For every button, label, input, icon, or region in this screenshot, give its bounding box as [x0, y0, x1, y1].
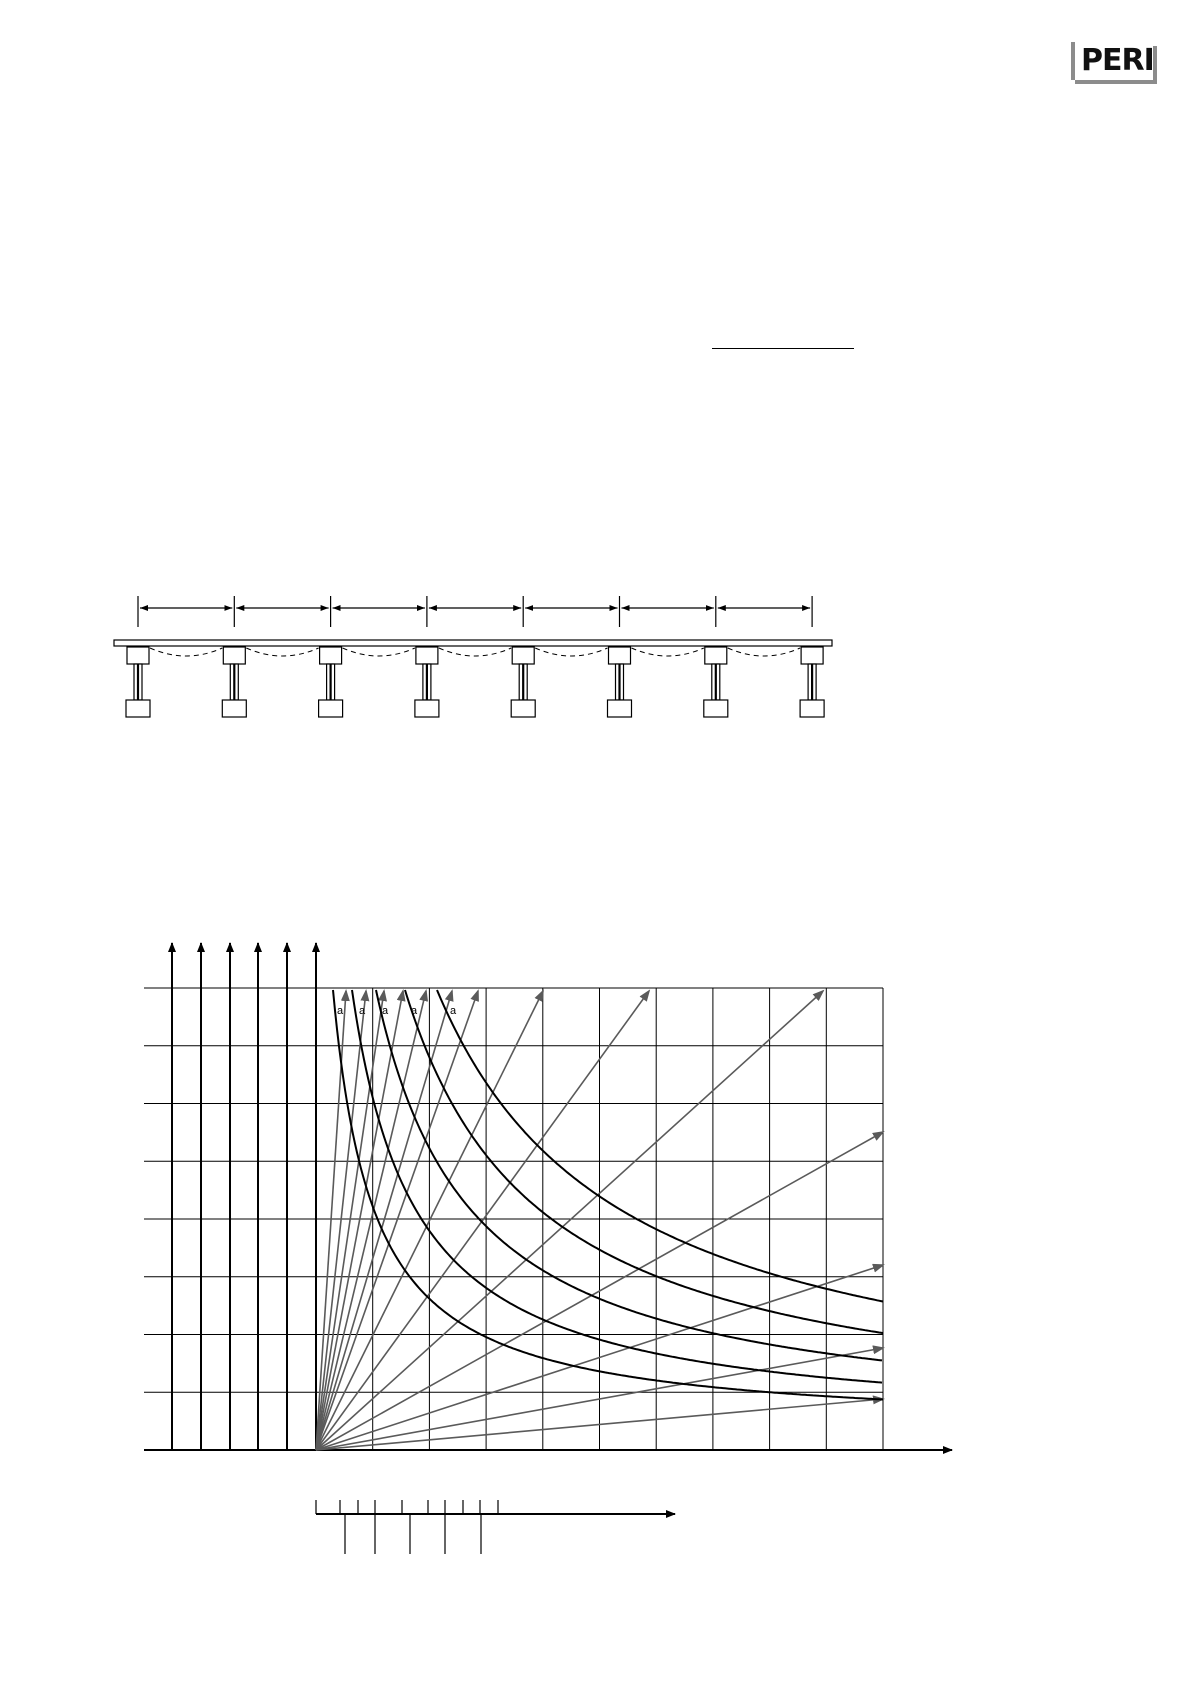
- hyperbola-curve: [333, 990, 883, 1400]
- curve-label: a: [336, 1005, 344, 1017]
- curve-label: a: [358, 1005, 366, 1017]
- load-ray: [316, 991, 452, 1450]
- load-ray: [316, 991, 823, 1450]
- logo-text: PERI: [1081, 43, 1154, 78]
- hyperbola-curve: [352, 990, 882, 1383]
- curve-label: a: [381, 1005, 389, 1017]
- curve-label: a: [410, 1005, 418, 1017]
- hyperbola-curve: [437, 990, 883, 1302]
- curve-label: a: [449, 1005, 457, 1017]
- load-ray: [316, 991, 403, 1450]
- load-ray: [316, 991, 426, 1450]
